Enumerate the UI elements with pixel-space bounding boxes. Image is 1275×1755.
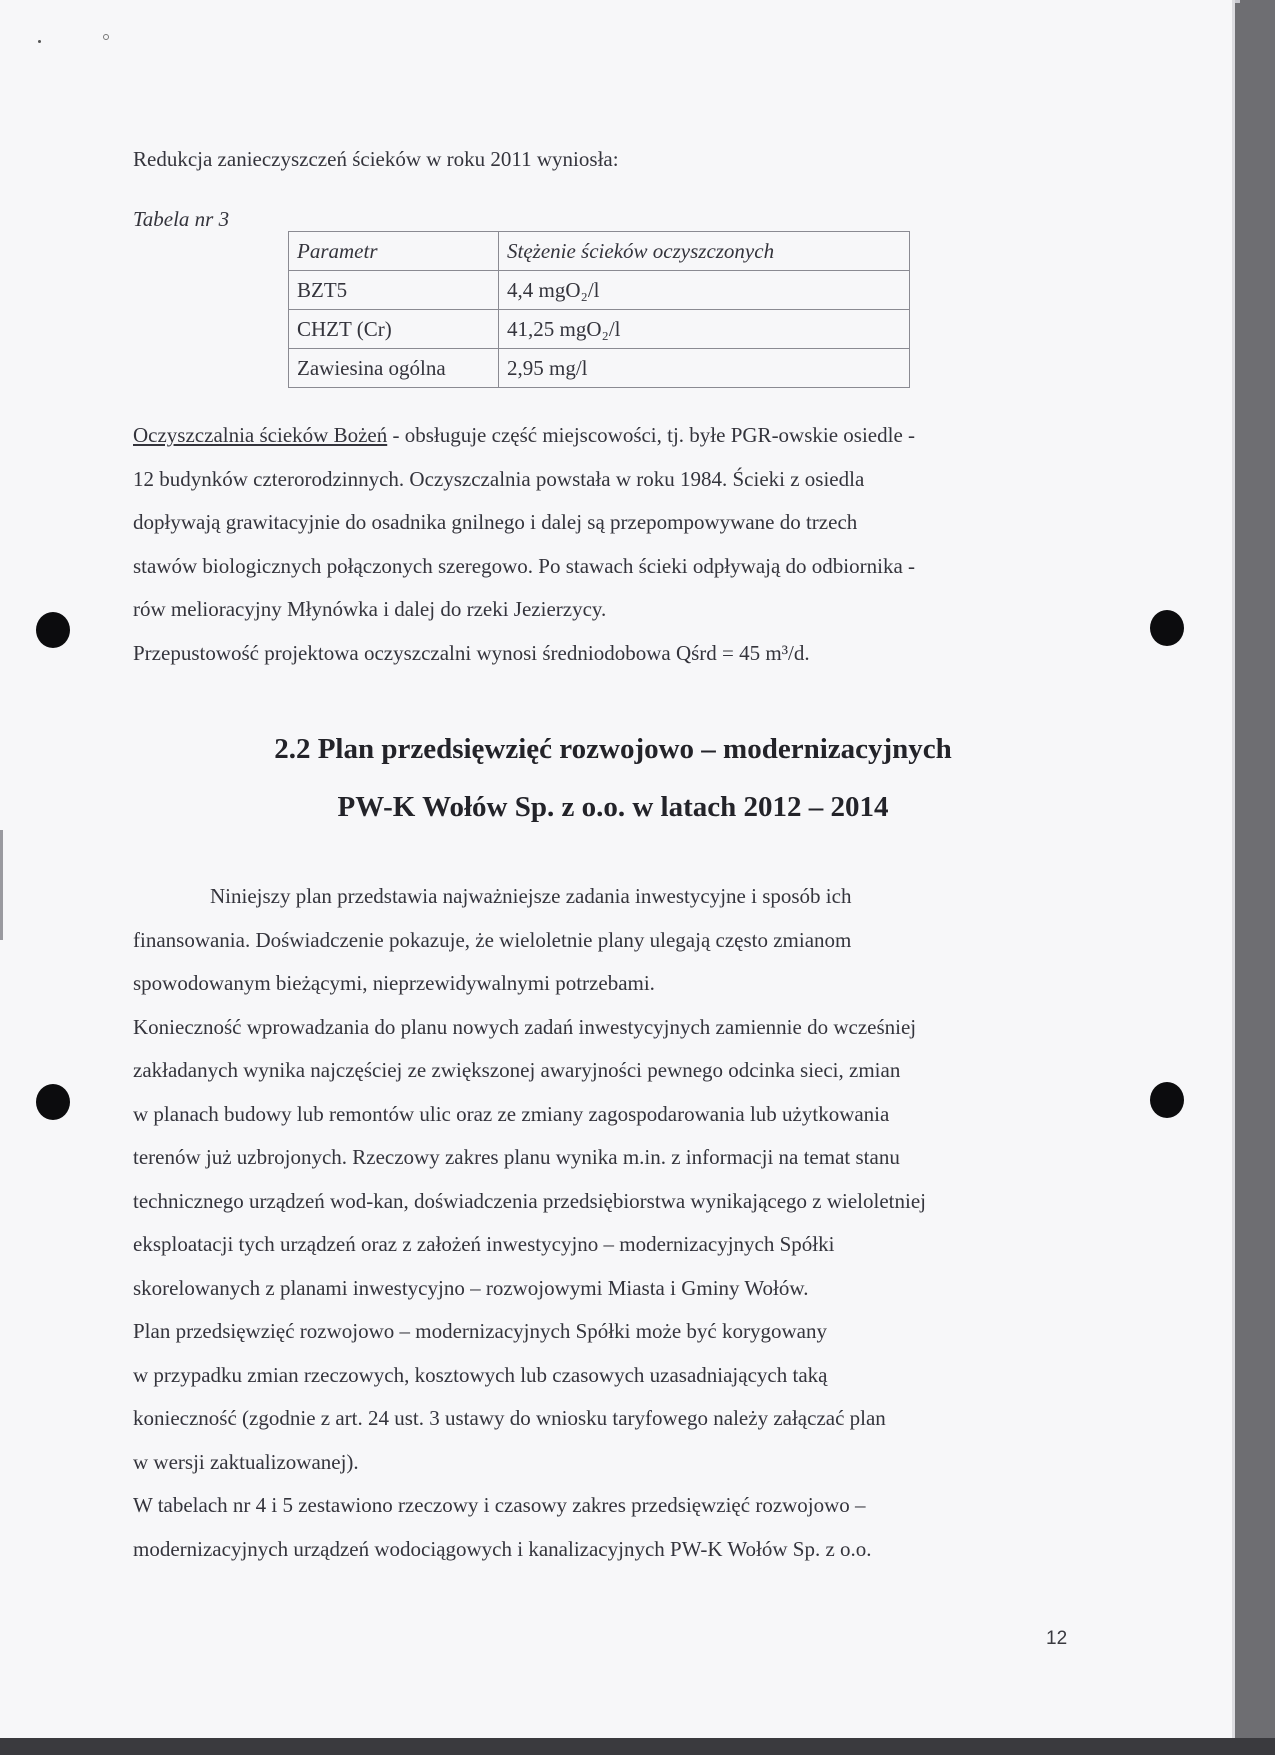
text-line: Przepustowość projektowa oczyszczalni wynosi średniodobowa Qśrd = 45 m³/d. — [133, 640, 810, 665]
pollution-table — [288, 231, 910, 388]
text-line: Oczyszczalnia ścieków Bożeń - obsługuje część miejscowości, tj. byłe PGR-owskie osiedle - — [133, 423, 916, 447]
table-cell: Zawiesina ogólna — [289, 349, 499, 388]
paragraph-wastewater-plant — [133, 414, 1093, 675]
scan-speck — [103, 34, 109, 40]
section-heading — [133, 720, 1093, 836]
punch-hole — [1150, 610, 1184, 646]
text-line: finansowania. Doświadczenie pokazuje, że wieloletnie plany ulegają często zmianom — [133, 927, 852, 952]
text-line: w przypadku zmian rzeczowych, kosztowych lub czasowych uzasadniających taką — [133, 1362, 828, 1387]
text-line: dopływają grawitacyjnie do osadnika gnilnego i dalej są przepompowywane do trzech — [133, 510, 858, 534]
table-cell: BZT5 — [289, 271, 499, 310]
punch-hole — [36, 612, 70, 648]
text-line: w wersji zaktualizowanej). — [133, 1449, 359, 1474]
scan-bottom-edge — [0, 1738, 1275, 1755]
text-line: Konieczność wprowadzania do planu nowych zadań inwestycyjnych zamiennie do wcześniej — [133, 1014, 917, 1039]
text-line: stawów biologicznych połączonych szeregowo. Po stawach ścieki odpływają do odbiornika - — [133, 553, 916, 578]
text-line: 12 budynków czterorodzinnych. Oczyszczalnia powstała w roku 1984. Ścieki z osiedla — [133, 466, 865, 491]
text-line: modernizacyjnych urządzeń wodociągowych i kanalizacyjnych PW-K Wołów Sp. z o.o. — [133, 1536, 872, 1561]
table-cell: CHZT (Cr) — [289, 310, 499, 349]
table-cell: 2,95 mg/l — [499, 349, 910, 388]
heading-line: PW-K Wołów Sp. z o.o. w latach 2012 – 2014 — [337, 791, 889, 823]
text-line: rów melioracyjny Młynówka i dalej do rzeki Jezierzycy. — [133, 597, 607, 621]
intro-text: Redukcja zanieczyszczeń ścieków w roku 2011 wyniosła: — [133, 147, 619, 171]
text-line: Niniejszy plan przedstawia najważniejsze zadania inwestycyjne i sposób ich — [210, 884, 852, 908]
text-line: technicznego urządzeń wod-kan, doświadczenia przedsiębiorstwa wynikającego z wieloletniej — [133, 1188, 926, 1213]
page-number: 12 — [1046, 1628, 1068, 1649]
heading-line: 2.2 Plan przedsięwzięć rozwojowo – modernizacyjnych — [274, 733, 952, 765]
table-row — [289, 310, 910, 349]
text-line: konieczność (zgodnie z art. 24 ust. 3 ustawy do wniosku taryfowego należy załączać plan — [133, 1406, 886, 1430]
text-line: w planach budowy lub remontów ulic oraz ze zmiany zagospodarowania lub użytkowania — [133, 1101, 890, 1126]
text-line: terenów już uzbrojonych. Rzeczowy zakres planu wynika m.in. z informacji na temat stanu — [133, 1145, 900, 1169]
scan-edge-mark — [0, 830, 3, 940]
table-header-cell: Stężenie ścieków oczyszczonych — [499, 232, 910, 271]
punch-hole — [1150, 1082, 1184, 1118]
table-header-cell: Parametr — [289, 232, 499, 271]
table-cell: 41,25 mgO₂/l — [499, 310, 910, 349]
paragraph-plan — [133, 875, 1093, 1571]
text-line: eksploatacji tych urządzeń oraz z założeń inwestycyjno – modernizacyjnych Spółki — [133, 1232, 835, 1256]
text-line: zakładanych wynika najczęściej ze zwiększonej awaryjności pewnego odcinka sieci, zmian — [133, 1058, 901, 1082]
text-line: spowodowanym bieżącymi, nieprzewidywalnymi potrzebami. — [133, 971, 655, 995]
table-label: Tabela nr 3 — [133, 207, 230, 231]
table-row — [289, 271, 910, 310]
text-line: W tabelach nr 4 i 5 zestawiono rzeczowy i czasowy zakres przedsięwzięć rozwojowo – — [133, 1493, 866, 1517]
scan-speck — [38, 40, 41, 43]
plant-name: Oczyszczalnia ścieków Bożeń — [133, 423, 388, 447]
text-line: Plan przedsięwzięć rozwojowo – modernizacyjnych Spółki może być korygowany — [133, 1319, 827, 1343]
table-row — [289, 349, 910, 388]
punch-hole — [36, 1084, 70, 1120]
table-cell: 4,4 mgO₂/l — [499, 271, 910, 310]
table-header-row — [289, 232, 910, 271]
text-line: skorelowanych z planami inwestycyjno – rozwojowymi Miasta i Gminy Wołów. — [133, 1275, 809, 1300]
